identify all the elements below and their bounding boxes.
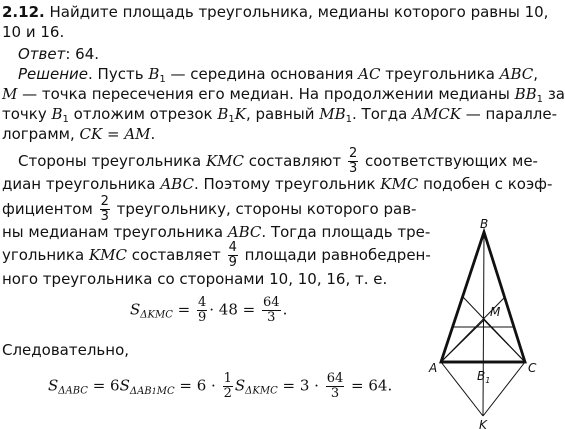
fraction-1-2: [223, 372, 233, 401]
answer-line: [18, 44, 99, 64]
text: подобен с коэф-: [418, 175, 553, 193]
text: ΔAB: [129, 385, 152, 397]
para2-line-6: [2, 269, 387, 289]
math-ABC: ABC: [499, 65, 534, 83]
text: фициентом: [2, 200, 93, 218]
text: — паралле-: [460, 105, 558, 123]
math-ABC: ABC: [227, 223, 262, 241]
text: 1: [485, 376, 491, 385]
math-S: S: [130, 300, 141, 319]
fraction-4-9: [228, 241, 238, 270]
formula-2: [48, 372, 392, 401]
num: 64: [263, 295, 280, 310]
text: B: [477, 369, 486, 383]
text: . Тогда площадь тре-: [261, 223, 431, 241]
sub: 1: [345, 114, 352, 125]
answer-value: : 64.: [65, 45, 100, 63]
text: составляет: [127, 246, 221, 264]
text: точку: [2, 105, 52, 123]
fraction-4-9: [197, 296, 207, 325]
num: 1: [223, 371, 232, 386]
math-B1: B: [148, 65, 160, 83]
text: . Тогда: [352, 105, 413, 123]
text: составляют: [243, 152, 342, 170]
text: ного треугольника со сторонами 10, 10, 16, т. е.: [2, 270, 388, 288]
sub: 1: [536, 94, 544, 105]
num: 2: [348, 146, 358, 161]
text: . Поэтому треугольник: [193, 175, 381, 193]
den: 3: [100, 209, 109, 224]
text: угольника: [2, 246, 89, 264]
sub: 1: [228, 114, 235, 125]
triangle-figure: [425, 218, 535, 429]
text: MC: [156, 385, 175, 397]
math-B1: B: [51, 105, 63, 123]
text: — середина основания: [165, 65, 359, 83]
den: 9: [228, 255, 237, 270]
text: · 48 =: [209, 300, 256, 319]
math-BB1: BB: [514, 85, 537, 103]
label-K: K: [479, 418, 487, 429]
text: площади равнобедрен-: [239, 246, 431, 264]
text: = 3 ·: [277, 376, 324, 395]
text: .: [150, 125, 156, 143]
solution-line-4: [2, 124, 155, 144]
den: 3: [348, 161, 358, 176]
solution-line-1: Решение. Пусть $B_1$ — середина основания AC треугольника ABC,: [18, 65, 539, 85]
sub: ΔKMC: [245, 385, 278, 397]
text: отложим отрезок: [68, 105, 218, 123]
para2-line-1: [18, 146, 538, 176]
text: = 6: [87, 376, 120, 395]
problem-text-2: 10 и 16.: [2, 23, 65, 41]
para2-line-2: [2, 174, 552, 194]
math-MB1: MB: [319, 105, 346, 123]
consequently: Следовательно,: [2, 341, 130, 359]
text: = 64.: [346, 376, 393, 395]
sub: [130, 386, 175, 397]
sub: 1: [159, 74, 166, 85]
math-ABC: ABC: [160, 175, 194, 193]
text: 1: [151, 386, 157, 396]
problem-text-1: Найдите площадь треугольника, медианы которого равны 10,: [49, 3, 549, 21]
text: за: [543, 85, 565, 103]
den: 2: [223, 386, 232, 401]
label-C: C: [528, 361, 537, 375]
median-BK: [483, 232, 484, 416]
text: ны медианам треугольника: [2, 223, 228, 241]
math-S: S: [48, 376, 59, 395]
fraction-64-3: [326, 372, 345, 401]
solution-line-2: [2, 84, 565, 104]
text: = 6 ·: [174, 376, 221, 395]
sub: ΔABC: [58, 385, 88, 397]
solution-label: Решение: [18, 65, 89, 83]
text: соответствующих ме-: [360, 152, 538, 170]
math-K: K: [234, 105, 246, 123]
label-B1: [477, 369, 490, 385]
den: 3: [267, 310, 276, 325]
text: . Пусть: [88, 65, 149, 83]
side-BC-inner: [484, 232, 525, 362]
para2-line-4: [2, 222, 430, 242]
math-CK-AM: CK = AM: [79, 125, 151, 143]
label-M: M: [490, 305, 501, 319]
sub: ΔKMC: [140, 309, 173, 321]
math-AC: AC: [358, 65, 381, 83]
fraction-64-3: [262, 296, 281, 325]
math-S: S: [119, 376, 130, 395]
text: — точка пересечения его медиан. На продолжении медианы: [17, 85, 515, 103]
problem-number: 2.12.: [2, 3, 45, 21]
math-M: M: [2, 85, 18, 103]
side-AB-inner: [441, 232, 484, 362]
text: Стороны треугольника: [18, 152, 206, 170]
text: лограмм,: [2, 125, 80, 143]
den: 9: [197, 310, 207, 325]
math-B1K: B: [217, 105, 229, 123]
num: 64: [326, 371, 344, 386]
label-B: B: [480, 217, 489, 231]
math-KMC: KMC: [88, 246, 127, 264]
num: 2: [100, 194, 109, 209]
text: =: [172, 300, 195, 319]
math-S: S: [234, 376, 246, 395]
para2-line-5: [2, 240, 431, 270]
math-AMCK: AMCK: [412, 105, 461, 123]
text: диан треугольника: [2, 175, 161, 193]
text: треугольника: [380, 65, 500, 83]
text: .: [282, 300, 288, 319]
den: 3: [330, 386, 340, 401]
text: треугольнику, стороны которого рав-: [111, 200, 417, 218]
num: 4: [197, 295, 207, 310]
fraction-2-3: [348, 147, 358, 176]
fraction-2-3: [100, 195, 110, 224]
sub: 1: [62, 114, 69, 125]
math-KMC: KMC: [380, 175, 419, 193]
solution-line-3: [2, 104, 557, 124]
num: 4: [228, 240, 237, 255]
problem-line-2: [2, 22, 64, 42]
text: , равный: [245, 105, 320, 123]
answer-label: Ответ: [18, 45, 66, 63]
math-KMC: KMC: [205, 152, 244, 170]
formula-1: [130, 296, 287, 325]
segment-CK: [483, 362, 525, 416]
para2-line-3: [2, 194, 416, 224]
problem-line-1: [2, 2, 548, 22]
label-A: A: [429, 361, 438, 375]
